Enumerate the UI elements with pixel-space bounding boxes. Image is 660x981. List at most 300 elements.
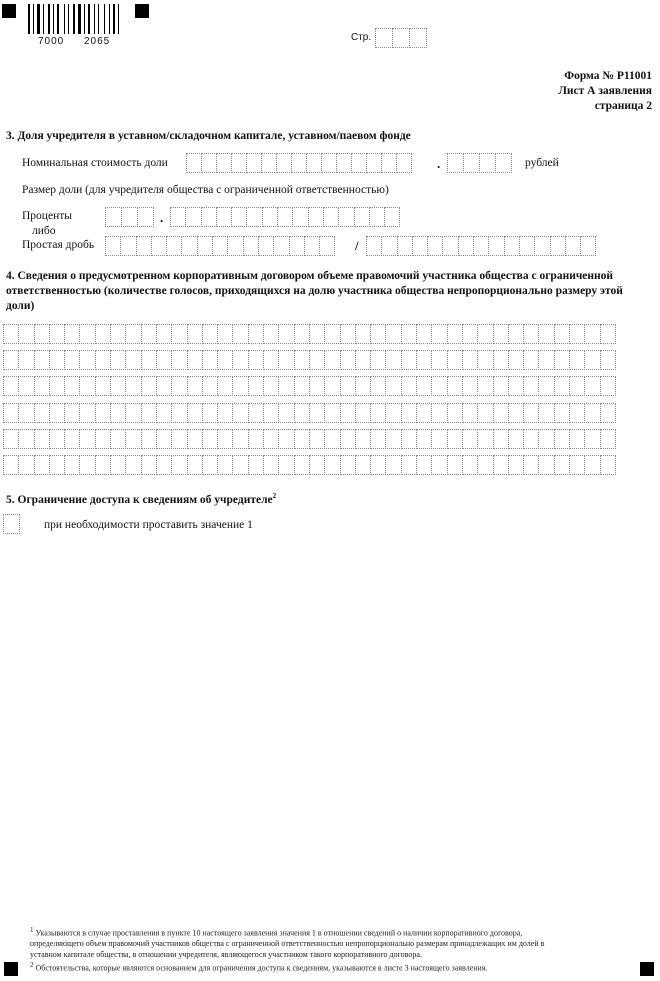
input-cell[interactable] <box>227 236 243 256</box>
input-cell[interactable] <box>216 153 232 173</box>
input-cell[interactable] <box>18 403 34 423</box>
section4-input-row[interactable] <box>3 403 615 423</box>
input-cell[interactable] <box>231 153 247 173</box>
input-cell[interactable] <box>584 429 600 449</box>
input-cell[interactable] <box>217 429 233 449</box>
input-cell[interactable] <box>292 207 308 227</box>
section4-input-row[interactable] <box>3 324 615 344</box>
input-cell[interactable] <box>34 455 50 475</box>
input-cell[interactable] <box>523 350 539 370</box>
input-cell[interactable] <box>354 207 370 227</box>
input-cell[interactable] <box>584 455 600 475</box>
input-cell[interactable] <box>156 376 172 396</box>
input-cell[interactable] <box>600 455 616 475</box>
input-cell[interactable] <box>110 403 126 423</box>
page-number-cells[interactable] <box>375 28 426 48</box>
input-cell[interactable] <box>392 28 410 48</box>
input-cell[interactable] <box>554 350 570 370</box>
input-cell[interactable] <box>477 403 493 423</box>
input-cell[interactable] <box>355 376 371 396</box>
input-cell[interactable] <box>538 403 554 423</box>
input-cell[interactable] <box>18 376 34 396</box>
input-cell[interactable] <box>385 429 401 449</box>
input-cell[interactable] <box>156 324 172 344</box>
input-cell[interactable] <box>308 207 324 227</box>
input-cell[interactable] <box>248 350 264 370</box>
input-cell[interactable] <box>508 376 524 396</box>
input-cell[interactable] <box>278 376 294 396</box>
input-cell[interactable] <box>3 350 19 370</box>
input-cell[interactable] <box>34 376 50 396</box>
input-cell[interactable] <box>3 429 19 449</box>
input-cell[interactable] <box>217 403 233 423</box>
input-cell[interactable] <box>34 350 50 370</box>
input-cell[interactable] <box>246 153 262 173</box>
input-cell[interactable] <box>202 429 218 449</box>
input-cell[interactable] <box>291 153 307 173</box>
input-cell[interactable] <box>385 350 401 370</box>
input-cell[interactable] <box>508 429 524 449</box>
input-cell[interactable] <box>110 429 126 449</box>
input-cell[interactable] <box>462 403 478 423</box>
input-cell[interactable] <box>401 429 417 449</box>
input-cell[interactable] <box>110 324 126 344</box>
input-cell[interactable] <box>309 350 325 370</box>
input-cell[interactable] <box>370 429 386 449</box>
input-cell[interactable] <box>231 207 247 227</box>
input-cell[interactable] <box>49 376 65 396</box>
input-cell[interactable] <box>431 403 447 423</box>
input-cell[interactable] <box>554 376 570 396</box>
input-cell[interactable] <box>366 153 382 173</box>
input-cell[interactable] <box>493 324 509 344</box>
input-cell[interactable] <box>186 153 202 173</box>
input-cell[interactable] <box>401 376 417 396</box>
input-cell[interactable] <box>508 350 524 370</box>
input-cell[interactable] <box>319 236 335 256</box>
input-cell[interactable] <box>125 455 141 475</box>
input-cell[interactable] <box>493 376 509 396</box>
input-cell[interactable] <box>416 324 432 344</box>
input-cell[interactable] <box>49 403 65 423</box>
input-cell[interactable] <box>18 324 34 344</box>
input-cell[interactable] <box>212 236 228 256</box>
input-cell[interactable] <box>369 207 385 227</box>
input-cell[interactable] <box>538 455 554 475</box>
input-cell[interactable] <box>262 207 278 227</box>
input-cell[interactable] <box>64 376 80 396</box>
input-cell[interactable] <box>385 455 401 475</box>
input-cell[interactable] <box>600 429 616 449</box>
input-cell[interactable] <box>462 429 478 449</box>
input-cell[interactable] <box>171 350 187 370</box>
input-cell[interactable] <box>49 455 65 475</box>
input-cell[interactable] <box>397 236 413 256</box>
input-cell[interactable] <box>187 376 203 396</box>
input-cell[interactable] <box>493 455 509 475</box>
input-cell[interactable] <box>125 429 141 449</box>
input-cell[interactable] <box>34 403 50 423</box>
input-cell[interactable] <box>508 403 524 423</box>
input-cell[interactable] <box>202 403 218 423</box>
input-cell[interactable] <box>538 429 554 449</box>
input-cell[interactable] <box>79 429 95 449</box>
input-cell[interactable] <box>504 236 520 256</box>
fraction-denominator-cells[interactable] <box>366 236 595 256</box>
input-cell[interactable] <box>166 236 182 256</box>
input-cell[interactable] <box>462 324 478 344</box>
input-cell[interactable] <box>170 207 186 227</box>
input-cell[interactable] <box>187 429 203 449</box>
input-cell[interactable] <box>324 429 340 449</box>
input-cell[interactable] <box>508 324 524 344</box>
input-cell[interactable] <box>600 350 616 370</box>
input-cell[interactable] <box>278 350 294 370</box>
input-cell[interactable] <box>3 514 20 534</box>
input-cell[interactable] <box>447 324 463 344</box>
fraction-numerator-cells[interactable] <box>105 236 334 256</box>
input-cell[interactable] <box>447 350 463 370</box>
input-cell[interactable] <box>248 403 264 423</box>
input-cell[interactable] <box>248 324 264 344</box>
input-cell[interactable] <box>294 324 310 344</box>
input-cell[interactable] <box>197 236 213 256</box>
input-cell[interactable] <box>294 429 310 449</box>
input-cell[interactable] <box>569 324 585 344</box>
input-cell[interactable] <box>538 324 554 344</box>
input-cell[interactable] <box>309 324 325 344</box>
section4-input-row[interactable] <box>3 350 615 370</box>
input-cell[interactable] <box>340 403 356 423</box>
input-cell[interactable] <box>477 429 493 449</box>
input-cell[interactable] <box>569 376 585 396</box>
input-cell[interactable] <box>580 236 596 256</box>
input-cell[interactable] <box>217 350 233 370</box>
input-cell[interactable] <box>263 455 279 475</box>
input-cell[interactable] <box>294 350 310 370</box>
input-cell[interactable] <box>95 455 111 475</box>
input-cell[interactable] <box>248 376 264 396</box>
input-cell[interactable] <box>95 324 111 344</box>
section4-input-row[interactable] <box>3 376 615 396</box>
input-cell[interactable] <box>141 324 157 344</box>
input-cell[interactable] <box>381 236 397 256</box>
input-cell[interactable] <box>584 350 600 370</box>
input-cell[interactable] <box>550 236 566 256</box>
input-cell[interactable] <box>412 236 428 256</box>
input-cell[interactable] <box>569 455 585 475</box>
section4-input-row[interactable] <box>3 429 615 449</box>
input-cell[interactable] <box>110 376 126 396</box>
input-cell[interactable] <box>217 324 233 344</box>
input-cell[interactable] <box>202 455 218 475</box>
input-cell[interactable] <box>278 403 294 423</box>
input-cell[interactable] <box>49 324 65 344</box>
input-cell[interactable] <box>232 350 248 370</box>
input-cell[interactable] <box>355 455 371 475</box>
input-cell[interactable] <box>416 403 432 423</box>
input-cell[interactable] <box>375 28 393 48</box>
input-cell[interactable] <box>125 376 141 396</box>
input-cell[interactable] <box>309 376 325 396</box>
input-cell[interactable] <box>201 153 217 173</box>
input-cell[interactable] <box>79 350 95 370</box>
input-cell[interactable] <box>340 350 356 370</box>
input-cell[interactable] <box>79 376 95 396</box>
input-cell[interactable] <box>202 376 218 396</box>
input-cell[interactable] <box>187 403 203 423</box>
input-cell[interactable] <box>447 403 463 423</box>
input-cell[interactable] <box>3 376 19 396</box>
input-cell[interactable] <box>64 350 80 370</box>
input-cell[interactable] <box>351 153 367 173</box>
input-cell[interactable] <box>156 455 172 475</box>
input-cell[interactable] <box>401 324 417 344</box>
input-cell[interactable] <box>141 429 157 449</box>
input-cell[interactable] <box>95 403 111 423</box>
input-cell[interactable] <box>355 429 371 449</box>
input-cell[interactable] <box>110 455 126 475</box>
input-cell[interactable] <box>171 403 187 423</box>
input-cell[interactable] <box>34 324 50 344</box>
input-cell[interactable] <box>263 350 279 370</box>
input-cell[interactable] <box>171 455 187 475</box>
nominal-value-kopecks-cells[interactable] <box>447 153 511 173</box>
input-cell[interactable] <box>3 455 19 475</box>
input-cell[interactable] <box>463 153 480 173</box>
input-cell[interactable] <box>569 429 585 449</box>
input-cell[interactable] <box>105 236 121 256</box>
input-cell[interactable] <box>248 429 264 449</box>
input-cell[interactable] <box>447 455 463 475</box>
input-cell[interactable] <box>584 403 600 423</box>
input-cell[interactable] <box>431 429 447 449</box>
input-cell[interactable] <box>554 324 570 344</box>
input-cell[interactable] <box>263 403 279 423</box>
input-cell[interactable] <box>95 376 111 396</box>
input-cell[interactable] <box>187 324 203 344</box>
input-cell[interactable] <box>324 455 340 475</box>
input-cell[interactable] <box>121 207 138 227</box>
input-cell[interactable] <box>136 236 152 256</box>
input-cell[interactable] <box>278 455 294 475</box>
input-cell[interactable] <box>427 236 443 256</box>
input-cell[interactable] <box>110 350 126 370</box>
input-cell[interactable] <box>385 324 401 344</box>
input-cell[interactable] <box>18 350 34 370</box>
input-cell[interactable] <box>125 324 141 344</box>
input-cell[interactable] <box>3 403 19 423</box>
input-cell[interactable] <box>493 429 509 449</box>
input-cell[interactable] <box>263 376 279 396</box>
input-cell[interactable] <box>534 236 550 256</box>
input-cell[interactable] <box>156 429 172 449</box>
input-cell[interactable] <box>141 403 157 423</box>
input-cell[interactable] <box>370 376 386 396</box>
input-cell[interactable] <box>105 207 122 227</box>
input-cell[interactable] <box>64 455 80 475</box>
input-cell[interactable] <box>495 153 512 173</box>
input-cell[interactable] <box>431 324 447 344</box>
input-cell[interactable] <box>370 350 386 370</box>
input-cell[interactable] <box>477 376 493 396</box>
input-cell[interactable] <box>584 376 600 396</box>
input-cell[interactable] <box>385 403 401 423</box>
input-cell[interactable] <box>523 429 539 449</box>
input-cell[interactable] <box>95 429 111 449</box>
input-cell[interactable] <box>355 403 371 423</box>
input-cell[interactable] <box>246 207 262 227</box>
input-cell[interactable] <box>137 207 154 227</box>
input-cell[interactable] <box>151 236 167 256</box>
input-cell[interactable] <box>277 207 293 227</box>
input-cell[interactable] <box>384 207 400 227</box>
input-cell[interactable] <box>324 350 340 370</box>
input-cell[interactable] <box>554 403 570 423</box>
input-cell[interactable] <box>431 376 447 396</box>
input-cell[interactable] <box>523 324 539 344</box>
nominal-value-rubles-cells[interactable] <box>186 153 411 173</box>
input-cell[interactable] <box>340 324 356 344</box>
input-cell[interactable] <box>355 350 371 370</box>
input-cell[interactable] <box>458 236 474 256</box>
input-cell[interactable] <box>538 376 554 396</box>
input-cell[interactable] <box>600 324 616 344</box>
input-cell[interactable] <box>600 376 616 396</box>
input-cell[interactable] <box>217 376 233 396</box>
input-cell[interactable] <box>321 153 337 173</box>
input-cell[interactable] <box>554 455 570 475</box>
input-cell[interactable] <box>340 376 356 396</box>
input-cell[interactable] <box>18 455 34 475</box>
input-cell[interactable] <box>462 455 478 475</box>
input-cell[interactable] <box>49 429 65 449</box>
input-cell[interactable] <box>273 236 289 256</box>
input-cell[interactable] <box>95 350 111 370</box>
input-cell[interactable] <box>385 376 401 396</box>
input-cell[interactable] <box>473 236 489 256</box>
input-cell[interactable] <box>263 324 279 344</box>
input-cell[interactable] <box>125 350 141 370</box>
input-cell[interactable] <box>171 324 187 344</box>
input-cell[interactable] <box>248 455 264 475</box>
input-cell[interactable] <box>431 350 447 370</box>
input-cell[interactable] <box>431 455 447 475</box>
input-cell[interactable] <box>294 376 310 396</box>
input-cell[interactable] <box>416 429 432 449</box>
percent-fraction-cells[interactable] <box>170 207 399 227</box>
input-cell[interactable] <box>171 429 187 449</box>
input-cell[interactable] <box>447 153 464 173</box>
input-cell[interactable] <box>309 455 325 475</box>
input-cell[interactable] <box>462 376 478 396</box>
input-cell[interactable] <box>340 429 356 449</box>
input-cell[interactable] <box>304 236 320 256</box>
input-cell[interactable] <box>3 324 19 344</box>
input-cell[interactable] <box>324 376 340 396</box>
input-cell[interactable] <box>64 429 80 449</box>
input-cell[interactable] <box>202 350 218 370</box>
input-cell[interactable] <box>477 455 493 475</box>
input-cell[interactable] <box>416 350 432 370</box>
input-cell[interactable] <box>409 28 427 48</box>
input-cell[interactable] <box>243 236 259 256</box>
input-cell[interactable] <box>416 376 432 396</box>
input-cell[interactable] <box>64 324 80 344</box>
input-cell[interactable] <box>181 236 197 256</box>
input-cell[interactable] <box>488 236 504 256</box>
input-cell[interactable] <box>565 236 581 256</box>
input-cell[interactable] <box>79 455 95 475</box>
input-cell[interactable] <box>370 324 386 344</box>
input-cell[interactable] <box>294 403 310 423</box>
input-cell[interactable] <box>366 236 382 256</box>
input-cell[interactable] <box>396 153 412 173</box>
input-cell[interactable] <box>523 376 539 396</box>
input-cell[interactable] <box>569 403 585 423</box>
input-cell[interactable] <box>477 350 493 370</box>
input-cell[interactable] <box>18 429 34 449</box>
input-cell[interactable] <box>493 350 509 370</box>
input-cell[interactable] <box>340 455 356 475</box>
input-cell[interactable] <box>538 350 554 370</box>
input-cell[interactable] <box>324 403 340 423</box>
percent-integer-cells[interactable] <box>105 207 153 227</box>
input-cell[interactable] <box>493 403 509 423</box>
input-cell[interactable] <box>276 153 292 173</box>
input-cell[interactable] <box>569 350 585 370</box>
input-cell[interactable] <box>278 324 294 344</box>
input-cell[interactable] <box>370 455 386 475</box>
input-cell[interactable] <box>462 350 478 370</box>
input-cell[interactable] <box>323 207 339 227</box>
input-cell[interactable] <box>381 153 397 173</box>
input-cell[interactable] <box>232 455 248 475</box>
input-cell[interactable] <box>49 350 65 370</box>
input-cell[interactable] <box>79 403 95 423</box>
input-cell[interactable] <box>324 324 340 344</box>
input-cell[interactable] <box>232 429 248 449</box>
input-cell[interactable] <box>201 207 217 227</box>
input-cell[interactable] <box>125 403 141 423</box>
input-cell[interactable] <box>519 236 535 256</box>
input-cell[interactable] <box>355 324 371 344</box>
input-cell[interactable] <box>202 324 218 344</box>
input-cell[interactable] <box>523 455 539 475</box>
input-cell[interactable] <box>120 236 136 256</box>
input-cell[interactable] <box>442 236 458 256</box>
input-cell[interactable] <box>447 429 463 449</box>
access-restriction-cell[interactable] <box>3 514 19 534</box>
input-cell[interactable] <box>217 455 233 475</box>
input-cell[interactable] <box>141 455 157 475</box>
input-cell[interactable] <box>401 403 417 423</box>
input-cell[interactable] <box>479 153 496 173</box>
input-cell[interactable] <box>141 350 157 370</box>
input-cell[interactable] <box>401 350 417 370</box>
section4-input-row[interactable] <box>3 455 615 475</box>
input-cell[interactable] <box>554 429 570 449</box>
input-cell[interactable] <box>156 403 172 423</box>
input-cell[interactable] <box>232 403 248 423</box>
input-cell[interactable] <box>338 207 354 227</box>
input-cell[interactable] <box>64 403 80 423</box>
input-cell[interactable] <box>185 207 201 227</box>
input-cell[interactable] <box>187 350 203 370</box>
input-cell[interactable] <box>294 455 310 475</box>
input-cell[interactable] <box>508 455 524 475</box>
input-cell[interactable] <box>261 153 277 173</box>
